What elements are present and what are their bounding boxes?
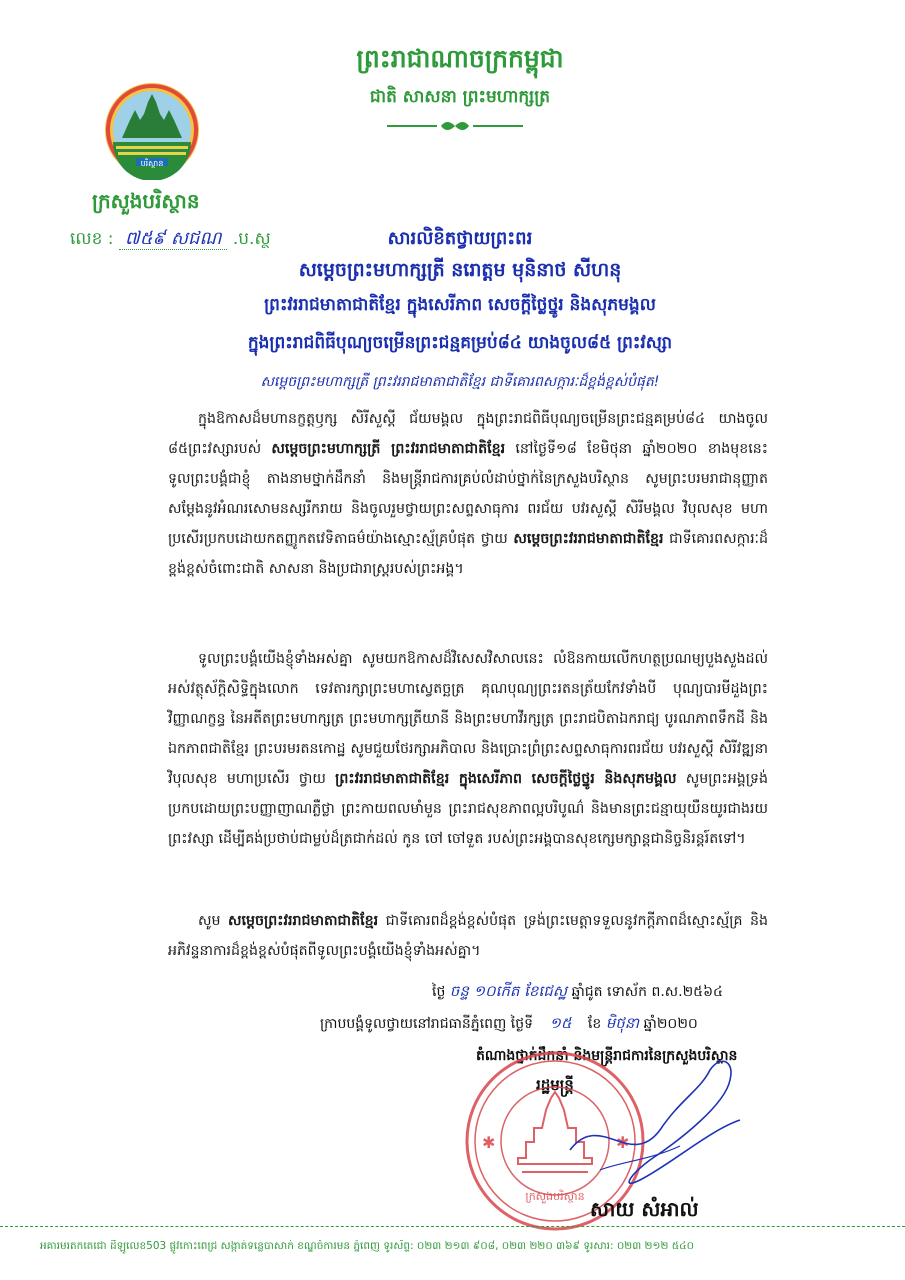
solar-month-label: ខែ: [587, 1016, 602, 1032]
p1-text-c: នៅថ្ងៃទី១៨ ខែមិថុនា ឆ្នាំ២០២០ ខាងមុខនេះ ទូលព្រះបង្គំជាខ្ញុំ តាងនាមថ្នាក់ដឹកនាំ និងមន្ត្រីរាជការគ្រប់លំដាប់ថ្នាក់នៃក្រសួងបរិស្ថាន សូមព្រះបរមរាជានុញ្ញាតសម្តែងនូវអំណរសោមនស្សរីករាយ និងចូលរួមថ្វាយព្រះសព្ទសាធុការ ពរជ័យ បវរសួស្តី សិរីមង្គល វិបុលសុខ មហាប្រសើរប្រកបដោយកតញ្ញូកតវេទិតាធម៌យ៉ាងស្មោះស្ម័គ្របំផុត ថ្វាយ: [168, 441, 768, 547]
handwritten-signature-icon: [560, 1050, 760, 1200]
p1-text-a: ក្នុងឱកាសដ៏មហានក្ខត្តឫក្ស សិរីសួស្តី ជ័យមង្គល ក្នុងព្រះរាជពិធីបុណ្យចម្រើនព្រះជន្មគម្រប់៨៤ យាងចូល ៨៥ព្រះវស្សារបស់: [168, 411, 768, 457]
seal-caption: ក្រសួងបរិស្ថាន: [525, 1190, 585, 1203]
p3-honoree: សម្តេចព្រះវររាជមាតាជាតិខ្មែរ: [228, 913, 379, 929]
header-ornament: [385, 116, 525, 136]
p1-text-e: ជាទីគោរពសក្ការៈដ៏ខ្ពង់ខ្ពស់ចំពោះជាតិ សាសនា និងប្រជារាស្ត្ររបស់ព្រះអង្គ។: [168, 531, 768, 577]
lunar-date-prefix: ថ្ងៃ: [432, 984, 446, 1000]
lunar-date: [432, 982, 723, 1004]
signatory-name: សាយ សំអាល់: [590, 1197, 699, 1221]
solar-year: ឆ្នាំ២០២០: [643, 1016, 698, 1032]
p3-text-c: ជាទីគោរពដ៏ខ្ពង់ខ្ពស់បំផុត ទ្រង់ព្រះមេត្តាទទួលនូវកក្តីភាពដ៏ស្មោះស្ម័គ្រ និងអភិវន្ទនាការដ៏ខ្ពង់ខ្ពស់បំផុតពីទូលព្រះបង្គំយើងខ្ញុំទាំងអស់គ្នា។: [168, 913, 768, 959]
title-recipient: សម្តេចព្រះមហាក្សត្រី នរោត្តម មុនិនាថ សីហនុ: [298, 259, 622, 281]
reference-suffix: .ប.ស្ថ: [232, 229, 271, 249]
solar-date-prefix: ក្រាបបង្គំទូលថ្វាយនៅរាជធានីភ្នំពេញ ថ្ងៃទី: [320, 1016, 534, 1032]
reference-number: ៧៥៩ សជណ: [119, 228, 228, 250]
p1-honoree-2: សម្តេចព្រះវររាជមាតាជាតិខ្មែរ: [513, 531, 664, 547]
reference-line: [70, 226, 271, 253]
svg-text:✱: ✱: [616, 1133, 630, 1152]
p2-text-c: សូមព្រះអង្គទ្រង់ប្រកបដោយព្រះបញ្ញាញាណភ្លឺថ្លា ព្រះកាយពលមាំមួន ព្រះរាជសុខភាពល្អបរិបូណ៌ និងមានព្រះជន្មាយុយឺនយូរជាងរយព្រះវស្សា ដើម្បីគង់ប្រថាប់ជាម្លប់ដ៏ត្រជាក់ដល់ កូន ចៅ ចៅទួត របស់ព្រះអង្គបានសុខក្សេមក្សាន្តជានិច្ចនិរន្តរ៍តទៅ។: [168, 771, 768, 847]
lunar-date-handwritten: ចន្ទ ១០កើត ខែជេស្ឋ: [449, 982, 567, 1000]
ministry-name: ក្រសួងបរិស្ថាន: [92, 189, 200, 213]
lunar-date-suffix: ឆ្នាំជូត ទោស័ក ព.ស.២៥៦៤: [571, 984, 723, 1000]
letter-title: សារលិខិតថ្វាយព្រះពរ: [387, 228, 533, 249]
paragraph-1: [168, 404, 768, 584]
signatory-title: រដ្ឋមន្ត្រី: [536, 1076, 574, 1094]
paragraph-2: [168, 644, 768, 854]
footer-divider: [0, 1226, 905, 1227]
reference-label: លេខ :: [70, 229, 114, 249]
kingdom-title: ព្រះរាជាណាចក្រកម្ពុជា: [356, 44, 564, 73]
solar-day: ១៥: [549, 1014, 572, 1032]
signatory-on-behalf: តំណាងថ្នាក់ដឹកនាំ និងមន្ត្រីរាជការនៃក្រសួងបរិស្ថាន: [476, 1048, 738, 1064]
p2-text-a: ទូលព្រះបង្គំយើងខ្ញុំទាំងអស់គ្នា សូមយកឱកាសដ៏វិសេសវិសាលនេះ លំឱនកាយលើកហត្ថប្រណម្យបួងសួងដល់អស់វត្ថុស័ក្តិសិទ្ធិក្នុងលោក ទេវតារក្សាព្រះមហាស្វេតច្ឆត្រ គុណបុណ្យព្រះរតនត្រ័យកែវទាំងបី បុណ្យបារមីដួងព្រះវិញ្ញាណក្ខន្ធ នៃអតីតព្រះមហាក្សត្រ ព្រះមហាក្សត្រីយានី និងព្រះមហាវីរក្សត្រ ព្រះរាជបិតាឯករាជ្យ បូរណភាពទឹកដី និងឯកភាពជាតិខ្មែរ ព្រះបរមរតនកោដ្ឋ សូមជួយថែរក្សាអភិបាល និងប្រោះព្រំព្រះសព្ទសាធុការពរជ័យ បវរសួស្តី សិរីវឌ្ឍនា វិបុលសុខ មហាប្រសើរ ថ្វាយ: [168, 651, 768, 787]
p3-text-a: សូម: [198, 913, 229, 929]
solar-date: [320, 1014, 698, 1036]
logo-caption: បរិស្ថាន: [140, 159, 164, 168]
national-motto: ជាតិ សាសនា ព្រះមហាក្សត្រ: [369, 87, 551, 107]
svg-text:✱: ✱: [482, 1133, 496, 1152]
paragraph-3: [168, 906, 768, 966]
title-occasion: ក្នុងព្រះរាជពិធីបុណ្យចម្រើនព្រះជន្មគម្រប់៨៤ យាងចូល៨៥ ព្រះវស្សា: [247, 333, 673, 353]
p1-honoree: សម្តេចព្រះមហាក្សត្រី ព្រះវររាជមាតាជាតិខ្មែរ: [271, 441, 506, 457]
footer-address: អគារមរតកតេជោ ដីឡូលេខ503 ផ្លូវកោះពេជ្រ សង្កាត់ទន្លេបាសាក់ ខណ្ឌចំការមន ភ្នំពេញ ទូរស័ព្ទ: ០២៣ ២១៣ ៩០៨, ០២៣ ២២០ ៣៦៩ ទូរសារ: ០២៣ ២១២ ៥៤០: [40, 1240, 695, 1252]
title-honorific: ព្រះវររាជមាតាជាតិខ្មែរ ក្នុងសេរីភាព សេចក្តីថ្លៃថ្នូរ និងសុភមង្គល: [264, 295, 656, 315]
solar-month: មិថុនា: [605, 1014, 640, 1032]
letter-salutation: សម្តេចព្រះមហាក្សត្រី ព្រះវររាជមាតាជាតិខ្មែរ ជាទីគោរពសក្ការៈដ៏ខ្ពង់ខ្ពស់បំផុត!: [260, 374, 660, 390]
p2-honoree: ព្រះវររាជមាតាជាតិខ្មែរ ក្នុងសេរីភាព សេចក្តីថ្លៃថ្នូរ និងសុភមង្គល: [335, 771, 677, 787]
